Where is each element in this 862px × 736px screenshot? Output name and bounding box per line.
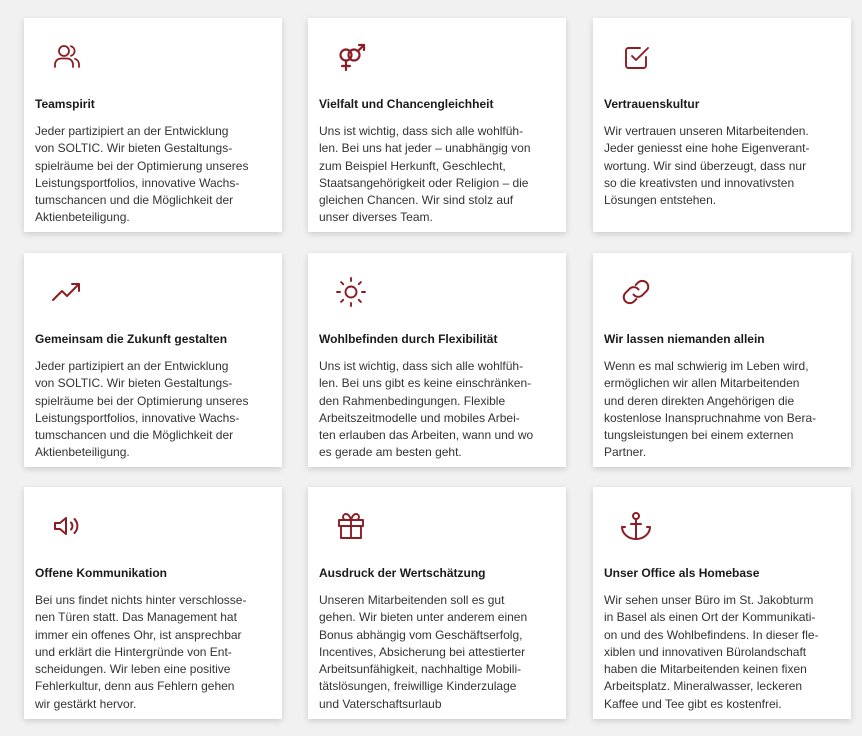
card-title: Vielfalt und Chancengleichheit: [319, 97, 494, 111]
text-line: es gerade am besten geht.: [319, 445, 462, 460]
text-line: von SOLTIC. Wir bieten Gestaltungs-: [35, 141, 233, 156]
text-line: in Basel als einen Ort der Kommunikati-: [604, 610, 816, 625]
card-kommunikation: [24, 487, 282, 719]
text-line: und Vaterschaftsurlaub: [319, 696, 442, 711]
card-office: [593, 487, 851, 719]
text-line: len. Bei uns gibt es keine einschränken-: [319, 376, 532, 391]
checkbox-icon: [619, 40, 653, 74]
text-line: Jeder geniesst eine hohe Eigenverant-: [604, 141, 810, 156]
text-line: den Rahmenbedingungen. Flexible: [319, 393, 506, 408]
text-line: Jeder partizipiert an der Entwicklung: [35, 124, 229, 138]
text-line: Aktienbeteiligung.: [35, 210, 130, 225]
card-zukunft: [24, 253, 282, 467]
text-line: unser diverses Team.: [319, 210, 433, 225]
text-line: Unseren Mitarbeitenden soll es gut: [319, 593, 505, 607]
card-description: [35, 592, 274, 713]
card-description: [319, 123, 558, 227]
text-line: spielräume bei der Optimierung unseres: [35, 393, 249, 408]
anchor-icon: [619, 509, 653, 543]
text-line: tumschancen und die Möglichkeit der: [35, 428, 234, 443]
text-line: kostenlose Inanspruchnahme von Bera-: [604, 410, 817, 425]
text-line: ten erlauben das Arbeiten, wann und wo: [319, 428, 534, 443]
card-title: Ausdruck der Wertschätzung: [319, 566, 486, 580]
text-line: Uns ist wichtig, dass sich alle wohlfüh-: [319, 124, 524, 138]
text-line: von SOLTIC. Wir bieten Gestaltungs-: [35, 376, 233, 391]
speaker-icon: [50, 509, 84, 543]
trending-up-icon: [50, 275, 84, 309]
text-line: Fehlerkultur, denn aus Fehlern gehen: [35, 679, 235, 694]
card-niemanden-allein: [593, 253, 851, 467]
card-description: [319, 358, 558, 462]
text-line: tumschancen und die Möglichkeit der: [35, 193, 234, 208]
text-line: haben die Mitarbeitenden keinen fixen: [604, 662, 807, 677]
text-line: wortung. Wir sind überzeugt, dass nur: [604, 158, 807, 173]
card-title: Unser Office als Homebase: [604, 566, 760, 580]
card-vertrauenskultur: [593, 18, 851, 232]
text-line: immer ein offenes Ohr, ist ansprechbar: [35, 627, 242, 642]
text-line: Bonus abhängig vom Geschäftserfolg,: [319, 627, 523, 642]
text-line: tungsleistungen bei einem externen: [604, 428, 794, 443]
text-line: Arbeitsunfähigkeit, nachhaltige Mobili-: [319, 662, 522, 677]
text-line: Arbeitszeitmodelle und mobiles Arbei-: [319, 410, 520, 425]
card-wertschaetzung: [308, 487, 566, 719]
text-line: und deren direkten Angehörigen die: [604, 393, 795, 408]
card-description: [604, 358, 843, 462]
text-line: Uns ist wichtig, dass sich alle wohlfüh-: [319, 359, 524, 373]
text-line: gehen. Wir bieten unter anderem einen: [319, 610, 528, 625]
text-line: so die kreativsten und innovativsten: [604, 175, 795, 190]
sun-icon: [334, 275, 368, 309]
text-line: nen Türen statt. Das Management hat: [35, 610, 237, 625]
text-line: on und des Wohlbefindens. In dieser fle-: [604, 627, 819, 642]
text-line: Leistungsportfolios, innovative Wachs-: [35, 175, 240, 190]
text-line: ermöglichen wir allen Mitarbeitenden: [604, 376, 800, 391]
text-line: und erklärt die Hintergründe von Ent-: [35, 644, 232, 659]
text-line: Wir sehen unser Büro im St. Jakobturm: [604, 593, 814, 607]
text-line: wir gestärkt hervor.: [35, 696, 137, 711]
card-title: Teamspirit: [35, 97, 95, 111]
text-line: Kaffee und Tee gibt es kostenfrei.: [604, 696, 782, 711]
text-line: Arbeitsplatz. Mineralwasser, leckeren: [604, 679, 803, 694]
card-description: [604, 123, 843, 209]
text-line: Wir vertrauen unseren Mitarbeitenden.: [604, 124, 809, 138]
card-description: [604, 592, 843, 713]
gift-icon: [334, 509, 368, 543]
card-teamspirit: [24, 18, 282, 232]
text-line: Wenn es mal schwierig im Leben wird,: [604, 359, 809, 373]
text-line: scheidungen. Wir leben eine positive: [35, 662, 231, 677]
users-icon: [50, 40, 84, 74]
text-line: Staatsangehörigkeit oder Religion – die: [319, 175, 529, 190]
text-line: Leistungsportfolios, innovative Wachs-: [35, 410, 240, 425]
card-wohlbefinden: [308, 253, 566, 467]
text-line: tätslösungen, freiwillige Kinderzulage: [319, 679, 517, 694]
card-description: [319, 592, 558, 713]
card-description: [35, 358, 274, 462]
text-line: Incentives, Absicherung bei attestierter: [319, 644, 526, 659]
text-line: xiblen und innovativen Bürolandschaft: [604, 644, 807, 659]
text-line: Lösungen entstehen.: [604, 193, 717, 208]
gender-icon: [334, 40, 368, 74]
text-line: Jeder partizipiert an der Entwicklung: [35, 359, 229, 373]
card-title: Gemeinsam die Zukunft gestalten: [35, 332, 228, 346]
card-title: Wohlbefinden durch Flexibilität: [319, 332, 498, 346]
text-line: Aktienbeteiligung.: [35, 445, 130, 460]
text-line: Partner.: [604, 445, 647, 460]
text-line: zum Beispiel Herkunft, Geschlecht,: [319, 158, 506, 173]
card-title: Wir lassen niemanden allein: [604, 332, 765, 346]
card-vielfalt: [308, 18, 566, 232]
card-title: Vertrauenskultur: [604, 97, 700, 111]
link-icon: [619, 275, 653, 309]
card-title: Offene Kommunikation: [35, 566, 168, 580]
text-line: Bei uns findet nichts hinter verschlosse-: [35, 593, 247, 607]
text-line: gleichen Chancen. Wir sind stolz auf: [319, 193, 514, 208]
text-line: len. Bei uns hat jeder – unabhängig von: [319, 141, 531, 156]
card-description: [35, 123, 274, 227]
text-line: spielräume bei der Optimierung unseres: [35, 158, 249, 173]
